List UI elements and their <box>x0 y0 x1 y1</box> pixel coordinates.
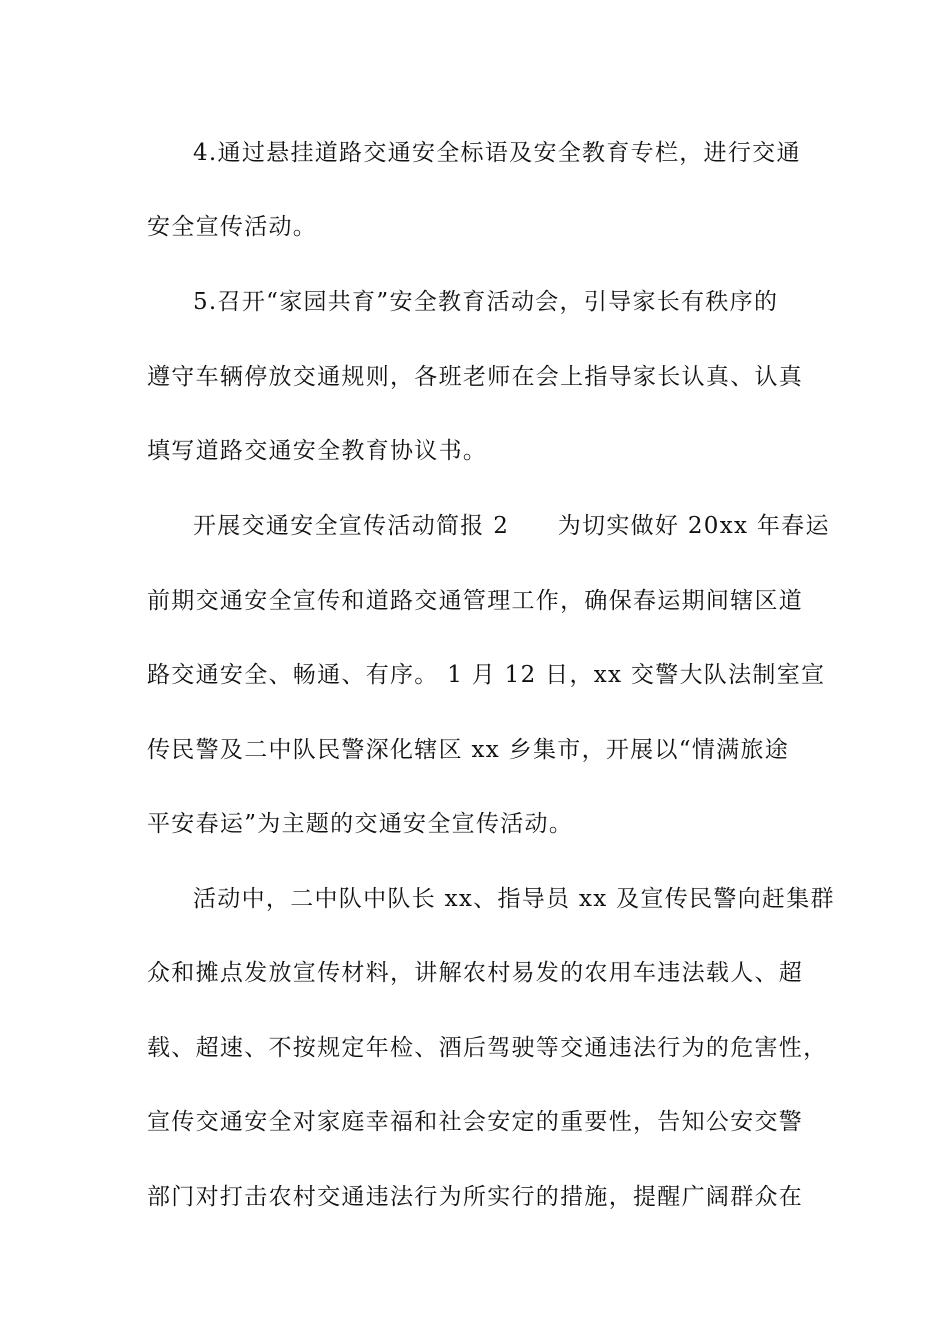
paragraph-line: 平安春运”为主题的交通安全宣传活动。 <box>147 811 574 837</box>
paragraph-line: 遵守车辆停放交通规则，各班老师在会上指导家长认真、认真 <box>147 364 804 390</box>
paragraph-line: 安全宣传活动。 <box>147 214 318 240</box>
paragraph-line: 传民警及二中队民警深化辖区 xx 乡集市，开展以“情满旅途 <box>147 737 790 763</box>
paragraph-line: 活动中，二中队中队长 xx、指导员 xx 及宣传民警向赶集群 <box>193 886 835 912</box>
paragraph-line: 前期交通安全宣传和道路交通管理工作，确保春运期间辖区道 <box>147 588 804 614</box>
paragraph-line: 开展交通安全宣传活动简报 2 为切实做好 20xx 年春运 <box>193 513 830 539</box>
paragraph-line: 部门对打击农村交通违法行为所实行的措施，提醒广阔群众在 <box>147 1184 804 1210</box>
paragraph-line: 5.召开“家园共育”安全教育活动会，引导家长有秩序的 <box>193 289 779 315</box>
paragraph-line: 填写道路交通安全教育协议书。 <box>147 438 488 464</box>
paragraph-line: 4.通过悬挂道路交通安全标语及安全教育专栏，进行交通 <box>193 140 801 166</box>
paragraph-line: 载、超速、不按规定年检、酒后驾驶等交通违法行为的危害性， <box>147 1035 828 1061</box>
paragraph-line: 众和摊点发放宣传材料，讲解农村易发的农用车违法载人、超 <box>147 960 804 986</box>
paragraph-line: 宣传交通安全对家庭幸福和社会安定的重要性，告知公安交警 <box>147 1109 804 1135</box>
paragraph-line: 路交通安全、畅通、有序。 1 月 12 日，xx 交警大队法制室宣 <box>147 662 826 688</box>
